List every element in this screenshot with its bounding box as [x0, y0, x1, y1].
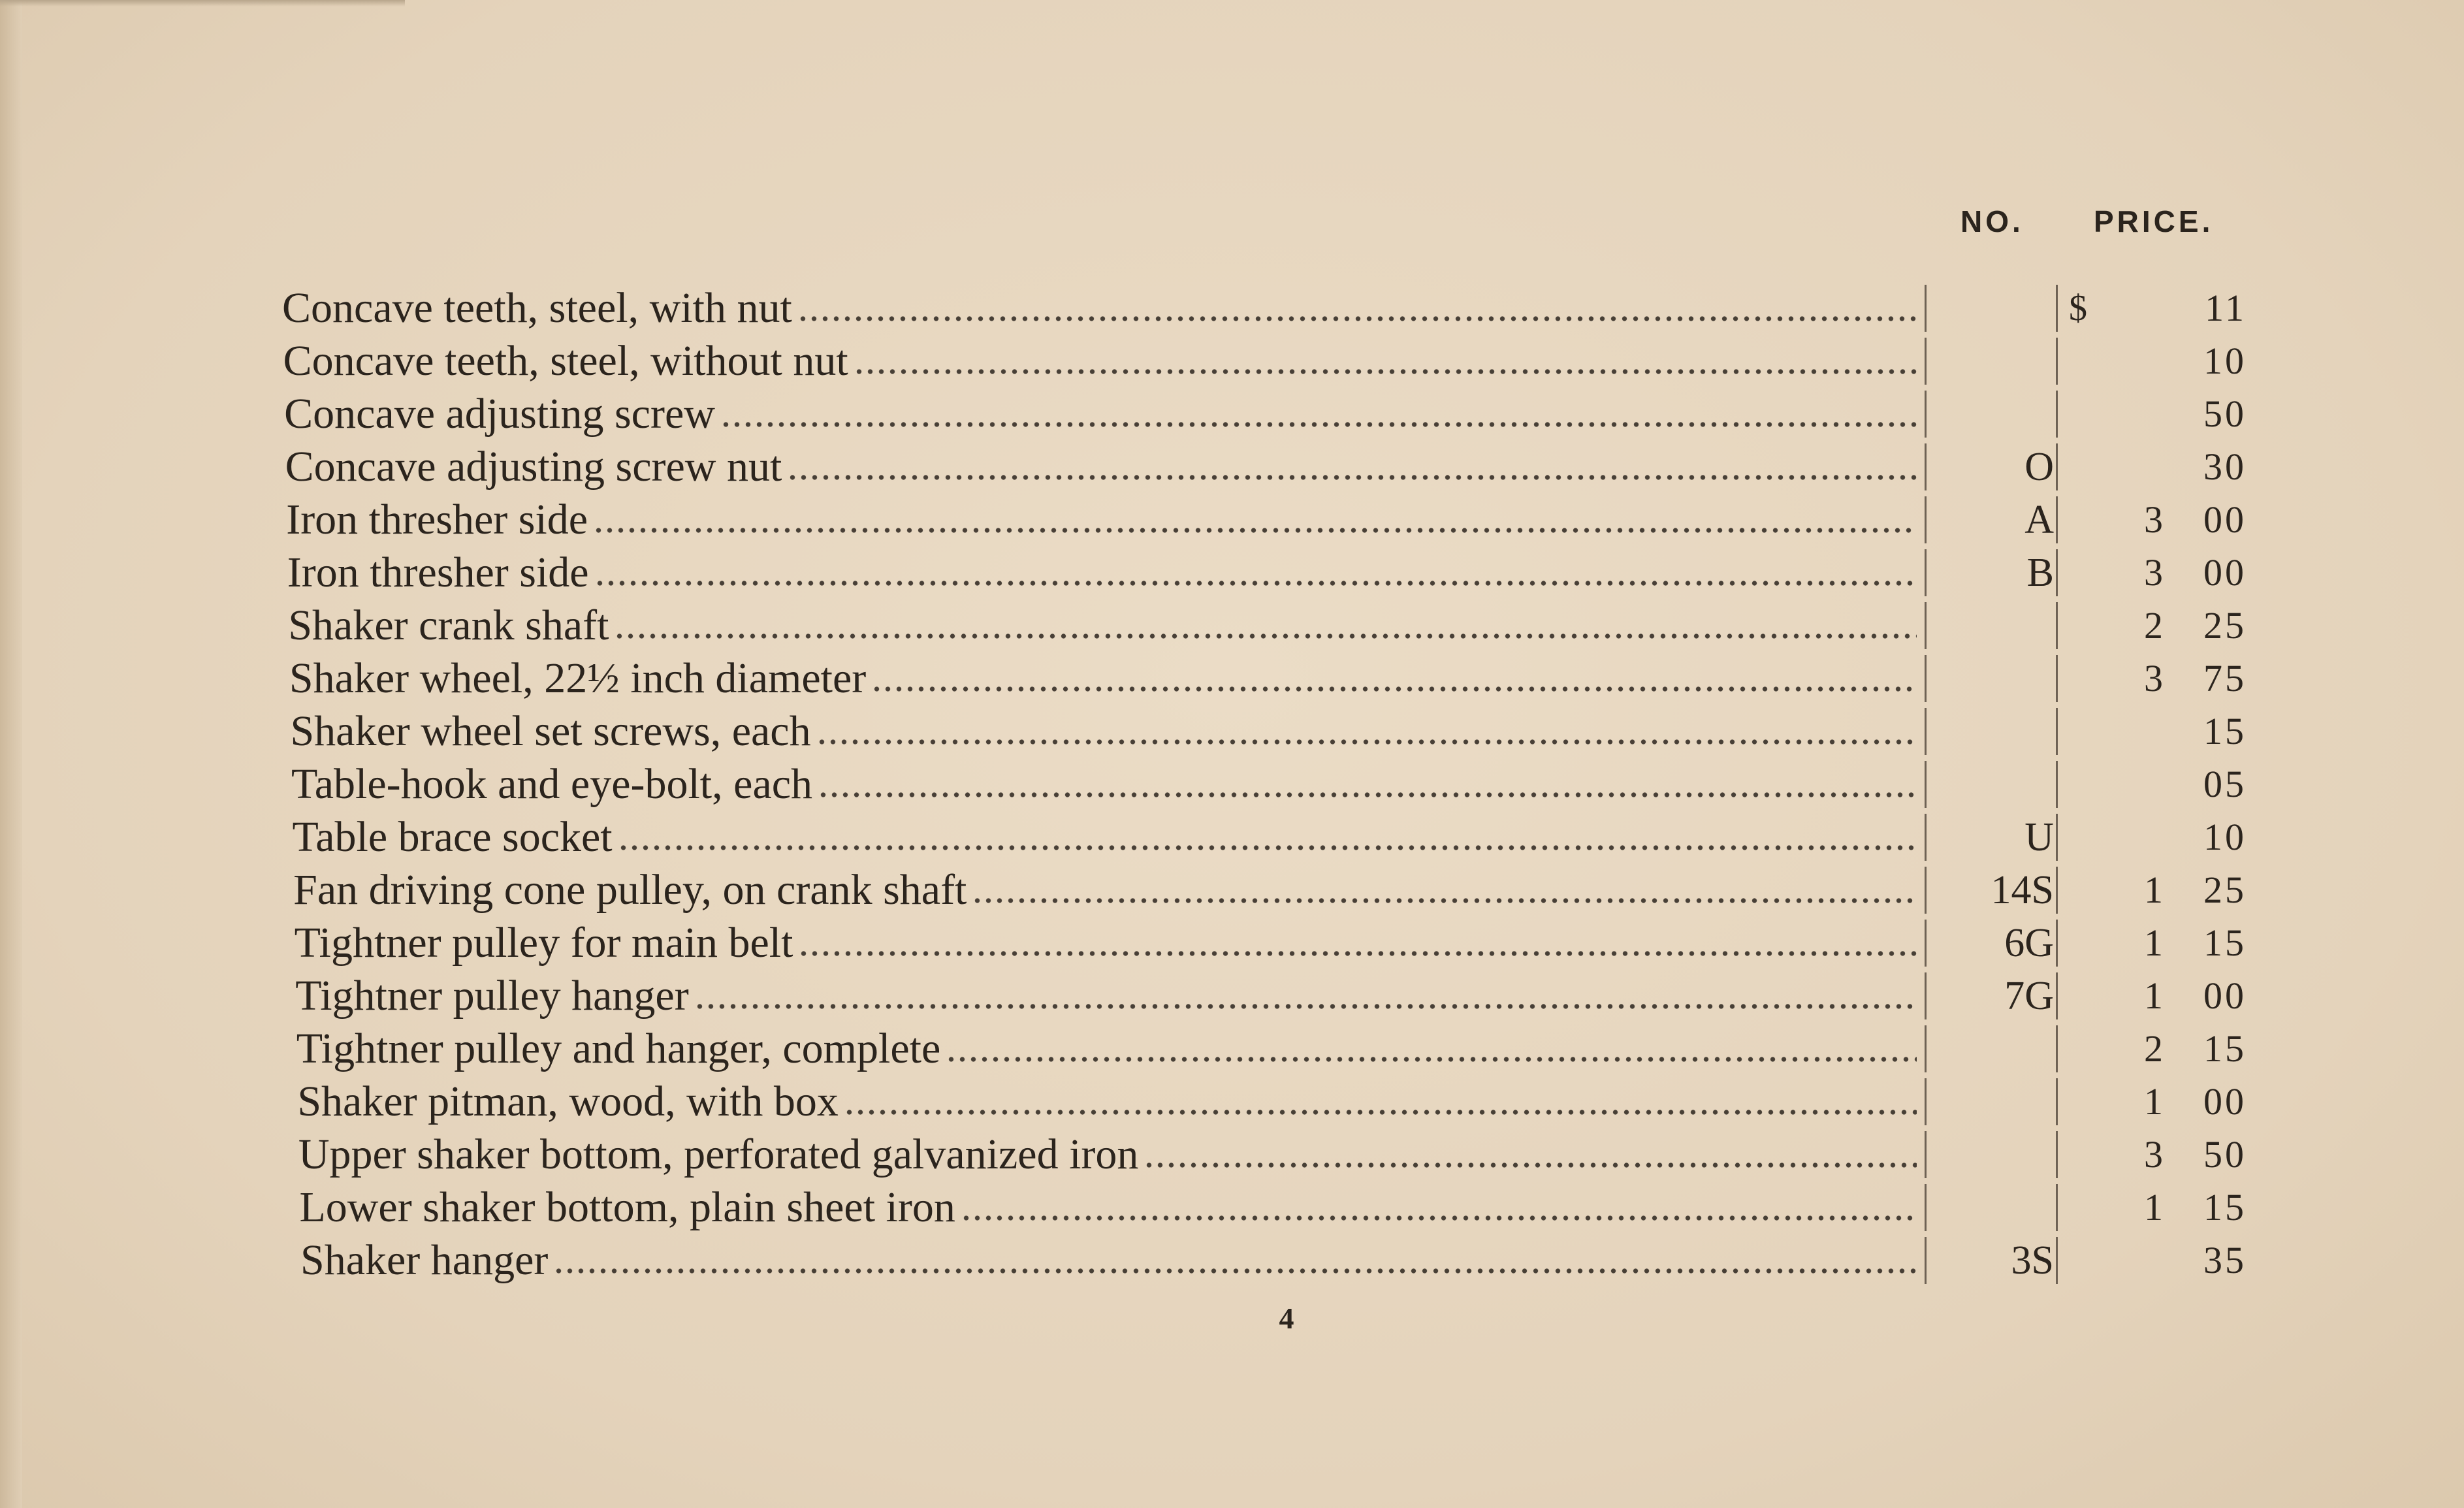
price-cents: 05 — [2203, 763, 2247, 805]
price-cents: 15 — [2203, 1027, 2247, 1070]
column-rule — [2056, 867, 2058, 914]
column-rule — [1925, 708, 1927, 755]
column-rule — [2056, 1078, 2058, 1125]
column-rule — [1925, 496, 1927, 543]
part-number — [1959, 652, 2054, 705]
dot-leader — [854, 368, 1917, 375]
page-number: 4 — [1279, 1302, 1294, 1335]
column-rule — [1925, 443, 1927, 490]
price-cents: 15 — [2203, 1186, 2247, 1228]
dollar-sign — [2069, 600, 2102, 652]
part-number — [1959, 388, 2054, 440]
price-dollars: 1 — [2144, 922, 2163, 964]
item-description-cell — [285, 441, 1917, 493]
item-description-cell — [289, 652, 1917, 705]
column-rule — [1925, 1025, 1927, 1072]
dollar-sign — [2069, 494, 2102, 546]
dot-leader — [871, 686, 1917, 692]
table-row — [0, 282, 2464, 334]
price-dollars — [2104, 1234, 2163, 1287]
table-row — [0, 388, 2464, 440]
price-dollars: 3 — [2144, 551, 2163, 594]
item-description: Upper shaker bottom, perforated galvanized iron — [298, 1131, 1139, 1178]
price-cents: 25 — [2203, 604, 2247, 647]
table-row — [0, 1076, 2464, 1128]
part-number — [1959, 1181, 2054, 1234]
price-cents: 00 — [2203, 1080, 2247, 1123]
column-rule — [1925, 814, 1927, 861]
item-description: Concave teeth, steel, without nut — [283, 337, 848, 385]
dollar-sign — [2069, 1076, 2102, 1128]
dollar-sign — [2069, 1023, 2102, 1075]
item-description-cell — [293, 811, 1917, 863]
column-rule — [2056, 549, 2058, 596]
dollar-sign — [2069, 547, 2102, 599]
dollar-sign — [2069, 1129, 2102, 1181]
price-dollars: 3 — [2144, 498, 2163, 541]
table-row — [0, 811, 2464, 863]
table-row — [0, 705, 2464, 758]
column-rule — [1925, 1078, 1927, 1125]
dot-leader — [720, 421, 1917, 428]
price-dollars — [2104, 758, 2163, 810]
item-description: Shaker crank shaft — [288, 602, 609, 649]
price-dollars — [2104, 705, 2163, 758]
item-description: Concave adjusting screw — [284, 390, 715, 438]
dot-leader — [798, 950, 1917, 957]
price-cents: 30 — [2203, 445, 2247, 488]
item-description-cell — [300, 1234, 1917, 1287]
price-dollars: 1 — [2144, 1080, 2163, 1123]
column-rule — [1925, 920, 1927, 967]
column-rule — [2056, 285, 2058, 332]
column-rule — [1925, 391, 1927, 438]
column-rule — [1925, 972, 1927, 1019]
column-rule — [2056, 761, 2058, 808]
price-dollars: 1 — [2144, 974, 2163, 1017]
column-rule — [2056, 496, 2058, 543]
dollar-sign — [2069, 335, 2102, 387]
column-rule — [2056, 1184, 2058, 1231]
dollar-sign — [2069, 811, 2102, 863]
part-number: 7G — [2004, 974, 2054, 1018]
item-description: Shaker wheel, 22½ inch diameter — [289, 654, 867, 702]
column-rule — [2056, 920, 2058, 967]
part-number: B — [2026, 551, 2054, 595]
column-rule — [1925, 867, 1927, 914]
column-rule — [2056, 391, 2058, 438]
price-dollars: 3 — [2144, 1133, 2163, 1176]
column-rule — [1925, 338, 1927, 385]
item-description: Table-hook and eye-bolt, each — [291, 760, 813, 808]
part-number: 3S — [2011, 1238, 2054, 1283]
part-number: 14S — [1991, 868, 2054, 912]
item-description: Shaker hanger — [300, 1236, 549, 1284]
item-description: Iron thresher side — [286, 496, 588, 543]
dollar-sign — [2069, 388, 2102, 440]
column-rule — [2056, 602, 2058, 649]
item-description: Shaker wheel set screws, each — [290, 707, 811, 755]
item-description: Lower shaker bottom, plain sheet iron — [299, 1183, 955, 1231]
dollar-sign — [2069, 1234, 2102, 1287]
table-row — [0, 1234, 2464, 1287]
page-top-edge — [0, 0, 405, 7]
dot-leader — [553, 1268, 1917, 1274]
item-description-cell — [296, 1023, 1917, 1075]
dot-leader — [972, 897, 1917, 904]
table-row — [0, 335, 2464, 387]
dollar-sign — [2069, 441, 2102, 493]
part-number: 6G — [2004, 921, 2054, 965]
price-dollars — [2104, 282, 2163, 334]
dollar-sign — [2069, 758, 2102, 810]
table-row — [0, 547, 2464, 599]
part-number — [1959, 1023, 2054, 1075]
table-row — [0, 917, 2464, 969]
column-rule — [1925, 655, 1927, 702]
dot-leader — [961, 1215, 1917, 1221]
item-description: Concave teeth, steel, with nut — [282, 284, 792, 332]
column-rule — [2056, 1025, 2058, 1072]
item-description-cell — [290, 705, 1917, 758]
price-cents: 00 — [2203, 498, 2247, 541]
dot-leader — [593, 527, 1917, 534]
dot-leader — [694, 1003, 1917, 1010]
item-description-cell — [282, 282, 1917, 334]
part-number: A — [2024, 498, 2054, 542]
table-row — [0, 1181, 2464, 1234]
dollar-sign — [2069, 970, 2102, 1022]
column-rule — [1925, 549, 1927, 596]
table-row — [0, 494, 2464, 546]
item-description-cell — [293, 864, 1917, 916]
dot-leader — [594, 580, 1917, 586]
dollar-sign — [2069, 705, 2102, 758]
item-description-cell — [283, 335, 1917, 387]
column-rule — [1925, 285, 1927, 332]
part-number — [1959, 600, 2054, 652]
no-column-heading: NO. — [1960, 204, 2024, 238]
column-rule — [2056, 338, 2058, 385]
price-cents: 00 — [2203, 974, 2247, 1017]
price-dollars: 2 — [2144, 1027, 2163, 1070]
dot-leader — [844, 1109, 1917, 1115]
dot-leader — [787, 474, 1917, 481]
item-description-cell — [298, 1129, 1917, 1181]
item-description-cell — [299, 1181, 1917, 1234]
dot-leader — [618, 844, 1917, 851]
price-cents: 15 — [2203, 710, 2247, 752]
column-rule — [2056, 1131, 2058, 1178]
table-row — [0, 1129, 2464, 1181]
dollar-sign — [2069, 1181, 2102, 1234]
column-rule — [2056, 708, 2058, 755]
price-dollars: 1 — [2144, 1186, 2163, 1228]
dollar-sign — [2069, 864, 2102, 916]
price-cents: 10 — [2203, 340, 2247, 382]
price-dollars: 1 — [2144, 869, 2163, 911]
price-cents: 50 — [2203, 393, 2247, 435]
dot-leader — [818, 792, 1917, 798]
column-rule — [1925, 1131, 1927, 1178]
dollar-sign — [2069, 917, 2102, 969]
column-rule — [1925, 761, 1927, 808]
dot-leader — [797, 315, 1917, 322]
price-cents: 11 — [2205, 287, 2247, 329]
price-cents: 25 — [2203, 869, 2247, 911]
part-number — [1959, 705, 2054, 758]
table-row — [0, 970, 2464, 1022]
column-rule — [1925, 1237, 1927, 1284]
item-description: Shaker pitman, wood, with box — [297, 1078, 839, 1125]
price-list — [0, 282, 2464, 1288]
part-number: O — [2024, 445, 2054, 489]
item-description: Iron thresher side — [287, 549, 589, 596]
column-rule — [2056, 814, 2058, 861]
table-row — [0, 600, 2464, 652]
price-column-heading: PRICE. — [2094, 204, 2214, 238]
item-description: Fan driving cone pulley, on crank shaft — [293, 866, 967, 914]
price-dollars — [2104, 335, 2163, 387]
price-cents: 35 — [2203, 1239, 2247, 1281]
table-row — [0, 864, 2464, 916]
column-rule — [2056, 443, 2058, 490]
column-rule — [1925, 1184, 1927, 1231]
dot-leader — [816, 739, 1917, 745]
item-description: Tightner pulley and hanger, complete — [296, 1025, 941, 1072]
item-description-cell — [295, 917, 1917, 969]
price-cents: 75 — [2203, 657, 2247, 699]
item-description: Tightner pulley hanger — [295, 972, 689, 1019]
item-description-cell — [291, 758, 1917, 810]
item-description: Table brace socket — [292, 813, 613, 861]
item-description-cell — [297, 1076, 1917, 1128]
dollar-sign — [2069, 652, 2102, 705]
table-row — [0, 652, 2464, 705]
column-rule — [2056, 655, 2058, 702]
price-cents: 10 — [2203, 816, 2247, 858]
price-dollars: 2 — [2144, 604, 2163, 647]
table-row — [0, 441, 2464, 493]
dot-leader — [614, 633, 1917, 639]
item-description-cell — [287, 547, 1917, 599]
part-number: U — [2024, 815, 2054, 859]
table-row — [0, 1023, 2464, 1075]
item-description-cell — [286, 494, 1917, 546]
price-cents: 00 — [2203, 551, 2247, 594]
part-number — [1959, 758, 2054, 810]
dot-leader — [946, 1056, 1917, 1063]
column-rule — [2056, 1237, 2058, 1284]
column-rule — [1925, 602, 1927, 649]
price-dollars — [2104, 811, 2163, 863]
item-description-cell — [288, 600, 1917, 652]
price-dollars — [2104, 441, 2163, 493]
item-description: Tightner pulley for main belt — [294, 919, 793, 967]
column-rule — [2056, 972, 2058, 1019]
price-dollars: 3 — [2144, 657, 2163, 699]
table-row — [0, 758, 2464, 810]
part-number — [1959, 282, 2054, 334]
dot-leader — [1144, 1162, 1917, 1168]
column-header — [1953, 204, 2253, 243]
price-dollars — [2104, 388, 2163, 440]
item-description-cell — [295, 970, 1917, 1022]
part-number — [1959, 1076, 2054, 1128]
item-description-cell — [284, 388, 1917, 440]
item-description: Concave adjusting screw nut — [285, 443, 782, 490]
part-number — [1959, 1129, 2054, 1181]
part-number — [1959, 335, 2054, 387]
price-cents: 15 — [2203, 922, 2247, 964]
price-cents: 50 — [2203, 1133, 2247, 1176]
dollar-sign: $ — [2069, 288, 2087, 329]
